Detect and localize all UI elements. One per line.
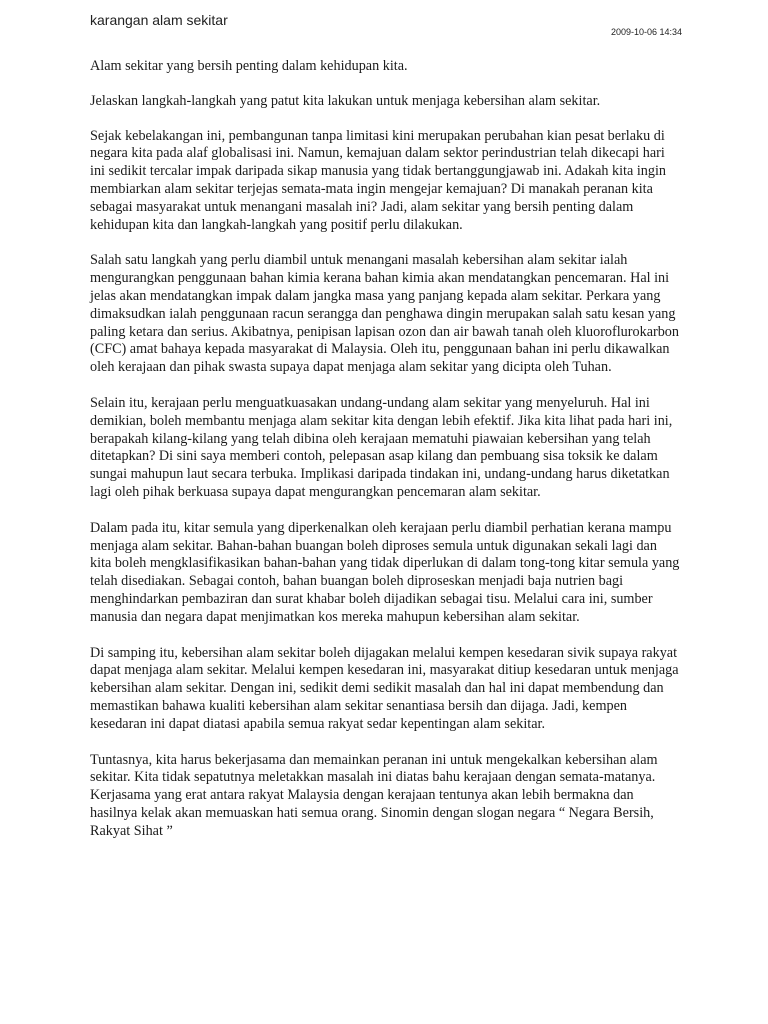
intro-statement: Alam sekitar yang bersih penting dalam kehidupan kita. [90,58,408,74]
document-timestamp: 2009-10-06 14:34 [610,27,682,37]
document-body [90,58,680,858]
paragraph-point-4: Di samping itu, kebersihan alam sekitar boleh dijagakan melalui kempen kesedaran sivik supaya rakyat dapat menjaga alam sekitar. Melalui kempen kesedaran ini, masyarakat ditiup kesedaran untuk menjaga kebersihan alam sekitar. Dengan ini, sedikit demi sedikit masalah dan hal ini dapat membendung dan memastikan bahawa kualiti kebersihan alam sekitar senantiasa bersih dan dijaga. Jadi, kempen kesedaran ini dapat diatasi apabila semua rakyat sedar kepentingan alam sekitar. [90,644,679,732]
paragraph-point-3: Dalam pada itu, kitar semula yang diperkenalkan oleh kerajaan perlu diambil perhatian kerana mampu menjaga alam sekitar. Bahan-bahan buangan boleh diproses semula untuk digunakan sekali lagi dan kita boleh mengklasifikasikan bahan-bahan yang tidak diperlukan di dalam tong-tong kitar semula yang telah disediakan. Sebagai contoh, bahan buangan boleh diproseskan menjadi baja nutrien bagi menghindarkan pembaziran dan surat khabar boleh dijadikan sebagai tisu. Melalui cara ini, sumber manusia dan negara dapat menjimatkan kos mereka mahupun kebersihan alam sekitar. [90,519,680,625]
page-header [90,12,682,42]
intro-question: Jelaskan langkah-langkah yang patut kita lakukan untuk menjaga kebersihan alam sekitar. [90,92,601,109]
document-title: karangan alam sekitar [90,12,228,28]
paragraph-point-1: Salah satu langkah yang perlu diambil untuk menangani masalah kebersihan alam sekitar ialah mengurangkan penggunaan bahan kimia kerana bahan kimia akan mendatangkan pencemaran. Hal ini jelas akan mendatangkan impak dalam jangka masa yang panjang kepada alam sekitar. Perkara yang dimaksudkan ialah penggunaan racun serangga dan penghawa dingin merupakan salah satu kesan yang paling ketara dan serius. Akibatnya, penipisan lapisan ozon dan air bawah tanah oleh kluoroflurokarbon (CFC) amat bahaya kepada masyarakat di Malaysia. Oleh itu, penggunaan bahan ini perlu dikawalkan oleh kerajaan dan pihak swasta supaya dapat menjaga alam sekitar yang dicipta oleh Tuhan. [90,252,679,376]
paragraph-introduction: Sejak kebelakangan ini, pembangunan tanpa limitasi kini merupakan perubahan kian pesat berlaku di negara kita pada alaf globalisasi ini. Namun, kemajuan dalam sektor perindustrian telah dikecapi hari ini sedikit tercalar impak daripada sikap manusia yang tidak bertanggungjawab ini. Adakah kita ingin membiarkan alam sekitar terjejas semata-mata ingin mengejar kemajuan? Di manakah peranan kita sebagai masyarakat untuk menangani masalah ini? Jadi, alam sekitar yang bersih penting dalam kehidupan kita dan langkah-langkah yang positif perlu dilakukan. [90,127,667,233]
paragraph-point-2: Selain itu, kerajaan perlu menguatkuasakan undang-undang alam sekitar yang menyeluruh. Hal ini demikian, boleh membantu menjaga alam sekitar kita dengan lebih efektif. Jika kita lihat pada hari ini, berapakah kilang-kilang yang telah dibina oleh kerajaan mematuhi piawaian kebersihan yang telah ditetapkan? Di sini saya memberi contoh, pelepasan asap kilang dan pembuang sisa toksik ke dalam sungai mahupun laut secara terbuka. Implikasi daripada tindakan ini, undang-undang harus diketatkan lagi oleh pihak berkuasa supaya dapat mengurangkan pencemaran alam sekitar. [90,394,673,500]
paragraph-conclusion: Tuntasnya, kita harus bekerjasama dan memainkan peranan ini untuk mengekalkan kebersihan alam sekitar. Kita tidak sepatutnya meletakkan masalah ini diatas bahu kerajaan dengan semata-matanya. Kerjasama yang erat antara rakyat Malaysia dengan kerajaan tentunya akan lebih bermakna dan hasilnya kelak akan memuaskan hati semua orang. Sinomin dengan slogan negara “ Negara Bersih, Rakyat Sihat ” [90,751,658,839]
